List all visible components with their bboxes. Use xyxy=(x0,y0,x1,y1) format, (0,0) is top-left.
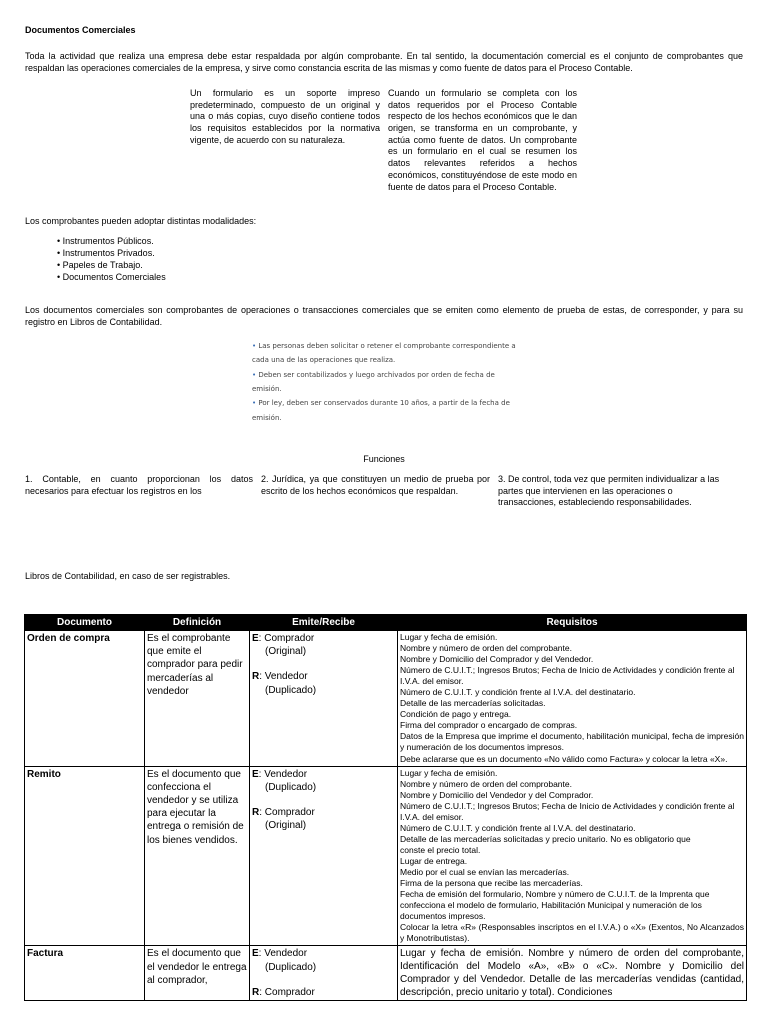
header-documento: Documento xyxy=(25,615,145,631)
doc-definition: Es el documento que confecciona el vendedor y se utiliza para ejecutar la entrega o remisión de los bienes vendidos. xyxy=(145,766,250,946)
doc-requisitos: Lugar y fecha de emisión. Nombre y número de orden del comprobante. Nombre y Domicilio del Vendedor y del Comprador. Número de C.U.I.T.; Ingresos Brutos; Fecha de Inicio de Actividades y condición frente al I.V.A. del emisor. Número de C.U.I.T. y condición frente al I.V.A. del destinatario. Detalle de las mercaderías solicitadas y precio unitario. No es obligatorio que conste el precio total. Lugar de entrega. Medio por el cual se envían las mercaderías. Firma de la persona que recibe las mercaderías. Fecha de emisión del formulario, Nombre y número de C.U.I.T. de la Imprenta que confecciona el modelo de formulario, Habilitación Municipal y numeración de los documentos impresos. Colocar la letra «R» (Responsables inscriptos en el I.V.A.) o «X» (Exentos, No Alcanzados y Monotributistas). xyxy=(398,766,747,946)
header-definicion: Definición xyxy=(145,615,250,631)
doc-definition: Es el documento que el vendedor le entrega al comprador, xyxy=(145,946,250,1001)
doc-emite-recibe: E: Vendedor (Duplicado) R: Comprador xyxy=(250,946,398,1001)
note-item: • Deben ser contabilizados y luego archivados por orden de fecha de emisión. xyxy=(252,370,495,394)
doc-requisitos: Lugar y fecha de emisión. Nombre y número de orden del comprobante, Identificación del Modelo «A», «B» o «C». Nombre y Domicilio del Comprador y del Vendedor. Detalle de las mercaderías vendidas (cantidad, descripción, precio unitario y total). Condiciones xyxy=(398,946,747,1001)
page-title: Documentos Comerciales xyxy=(25,25,136,35)
formulario-definition: Un formulario es un soporte impreso predeterminado, compuesto de un original y una o más copias, cuyo diseño contiene todos los requisitos establecidos por la normativa vigente, de acuerdo con su naturaleza. xyxy=(190,88,380,145)
bullet-icon: • xyxy=(252,370,259,379)
list-item: • Instrumentos Públicos. xyxy=(57,236,154,246)
intro-paragraph: Toda la actividad que realiza una empresa debe estar respaldada por algún comprobante. En tal sentido, la documentación comercial es el conjunto de comprobantes que respaldan las operaciones comerciales de la empresa, y sirve como constancia escrita de las mismas y como fuente de datos para el Proceso Contable. xyxy=(25,51,743,73)
notes-block xyxy=(252,339,517,425)
table-row xyxy=(25,766,747,946)
modalities-title: Los comprobantes pueden adoptar distintas modalidades: xyxy=(25,216,257,226)
doc-emite-recibe: E: Vendedor (Duplicado) R: Comprador (Original) xyxy=(250,766,398,946)
list-item: • Documentos Comerciales xyxy=(57,272,166,283)
header-requisitos: Requisitos xyxy=(398,615,747,631)
function-juridica: 2. Jurídica, ya que constituyen un medio de prueba por escrito de los hechos económicos que respaldan. xyxy=(261,474,490,496)
doc-name: Factura xyxy=(25,946,145,1001)
doc-name: Remito xyxy=(25,766,145,946)
table-header-row xyxy=(25,615,747,631)
doc-name: Orden de compra xyxy=(25,631,145,767)
function-control: 3. De control, toda vez que permiten individualizar a las partes que intervienen en las operaciones o transacciones, estableciendo responsabilidades. xyxy=(498,474,720,508)
table-row xyxy=(25,631,747,767)
documentos-definition: Los documentos comerciales son comprobantes de operaciones o transacciones comerciales que se emiten como elemento de prueba de estas, de corresponder, y para su registro en Libros de Contabilidad. xyxy=(25,305,743,327)
comprobante-definition: Cuando un formulario se completa con los datos requeridos por el Proceso Contable respecto de los hechos económicos que le dan origen, se transforma en un comprobante, y actúa como fuente de datos. Un comprobante es un formulario en el cual se resumen los datos relevantes referidos a hechos económicos, constituyéndose de este modo en fuente de datos para el Proceso Contable. xyxy=(388,88,577,192)
list-item: • Instrumentos Privados. xyxy=(57,248,155,259)
doc-emite-recibe: E: Comprador (Original) R: Vendedor (Duplicado) xyxy=(250,631,398,767)
note-item: • Las personas deben solicitar o retener el comprobante correspondiente a cada una de las operaciones que realiza. xyxy=(252,342,516,365)
list-item: • Papeles de Trabajo. xyxy=(57,260,143,271)
doc-definition: Es el comprobante que emite el comprador para pedir mercaderías al vendedor xyxy=(145,631,250,767)
modalities-list xyxy=(57,235,166,284)
bullet-icon: • xyxy=(252,399,259,408)
functions-title: Funciones xyxy=(363,454,405,464)
documents-table xyxy=(24,614,747,1001)
libros-text: Libros de Contabilidad, en caso de ser registrables. xyxy=(25,571,231,581)
table-row xyxy=(25,946,747,1001)
function-contable: 1. Contable, en cuanto proporcionan los datos necesarios para efectuar los registros en los xyxy=(25,474,253,496)
doc-requisitos: Lugar y fecha de emisión. Nombre y número de orden del comprobante. Nombre y Domicilio del Comprador y del Vendedor. Número de C.U.I.T.; Ingresos Brutos; Fecha de Inicio de Actividades y condición frente al I.V.A. del emisor. Número de C.U.I.T. y condición frente al I.V.A. del destinatario. Detalle de las mercaderías solicitadas. Condición de pago y entrega. Firma del comprador o encargado de compras. Datos de la Empresa que imprime el documento, habilitación municipal, fecha de impresión y numeración de los documentos impresos. Debe aclararse que es un documento «No válido como Factura» y colocar la letra «X». xyxy=(398,631,747,767)
bullet-icon: • xyxy=(252,342,259,350)
note-item: • Por ley, deben ser conservados durante 10 años, a partir de la fecha de emisión. xyxy=(252,399,510,422)
header-emite-recibe: Emite/Recibe xyxy=(250,615,398,631)
